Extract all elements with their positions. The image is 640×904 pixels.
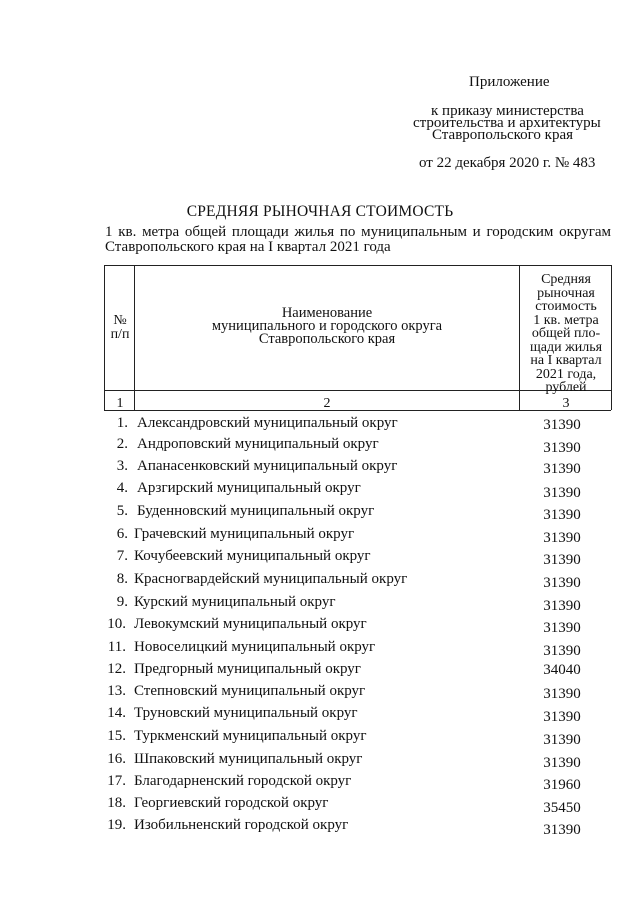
row-number: 11. — [107, 639, 126, 655]
col-price-header — [520, 273, 612, 395]
price-value: 31390 — [543, 440, 581, 456]
col-price-header-line: 1 кв. метра — [533, 312, 599, 328]
col-price-header-line: рыночная — [537, 285, 595, 301]
row-number: 3. — [116, 458, 128, 474]
column-number-1: 1 — [116, 396, 124, 411]
col-name-header-line: Наименование — [281, 305, 373, 321]
price-value: 31390 — [543, 709, 581, 725]
price-value: 31960 — [543, 777, 581, 793]
region-name: Ставропольского края — [432, 127, 573, 143]
price-value: 31390 — [543, 643, 581, 659]
district-name: Благодарненский городской округ — [134, 773, 352, 789]
district-name: Апанасенковский муниципальный округ — [137, 458, 398, 474]
row-number: 14. — [107, 705, 126, 721]
row-number: 4. — [116, 480, 128, 496]
col-number-header — [105, 314, 135, 341]
document-title: СРЕДНЯЯ РЫНОЧНАЯ СТОИМОСТЬ — [186, 203, 454, 220]
district-name: Степновский муниципальный округ — [134, 683, 366, 699]
district-name: Левокумский муниципальный округ — [134, 616, 367, 632]
price-value: 31390 — [543, 822, 581, 838]
district-name: Новоселицкий муниципальный округ — [134, 639, 376, 655]
district-name: Грачевский муниципальный округ — [134, 526, 355, 542]
district-name: Курский муниципальный округ — [134, 594, 336, 610]
price-value: 35450 — [543, 800, 581, 816]
district-name: Андроповский муниципальный округ — [137, 436, 379, 452]
column-number-3: 3 — [562, 396, 570, 411]
col-name-header-line: Ставропольского края — [258, 331, 396, 347]
price-value: 31390 — [543, 552, 581, 568]
price-value: 31390 — [543, 417, 581, 433]
row-number: 10. — [107, 616, 126, 632]
row-number: 1. — [116, 415, 128, 431]
price-value: 31390 — [543, 485, 581, 501]
ministry-name: строительства и архитектуры — [413, 115, 601, 131]
col-number-header-line: п/п — [110, 326, 130, 342]
col-number-header-line: № — [113, 313, 127, 328]
row-number: 13. — [107, 683, 126, 699]
district-name: Арзгирский муниципальный округ — [137, 480, 361, 496]
district-name: Труновский муниципальный округ — [134, 705, 358, 721]
row-number: 5. — [116, 503, 128, 519]
order-date: от 22 декабря 2020 г. № 483 — [419, 155, 596, 171]
price-value: 34040 — [543, 662, 581, 678]
col-price-header-line: стоимость — [535, 299, 597, 314]
row-number: 6. — [116, 526, 128, 542]
row-number: 16. — [107, 751, 126, 767]
col-price-header-line: общей пло- — [531, 326, 601, 341]
row-number: 2. — [116, 436, 128, 452]
col-price-header-line: Средняя — [541, 272, 591, 287]
price-value: 31390 — [543, 507, 581, 523]
col-price-header-line: на I квартал — [530, 353, 602, 368]
row-number: 17. — [107, 773, 126, 789]
col-name-header-line: муниципального и городского округа — [211, 318, 443, 334]
row-number: 18. — [107, 795, 126, 811]
row-number: 7. — [116, 548, 128, 564]
row-number: 9. — [116, 594, 128, 610]
col-price-header-line: щади жилья — [529, 339, 603, 355]
price-value: 31390 — [543, 755, 581, 771]
district-name: Александровский муниципальный округ — [137, 415, 398, 431]
col-name-header — [135, 307, 519, 346]
price-value: 31390 — [543, 620, 581, 636]
price-value: 31390 — [543, 461, 581, 477]
district-name: Изобильненский городской округ — [134, 817, 349, 833]
district-name: Георгиевский городской округ — [134, 795, 329, 811]
row-number: 15. — [107, 728, 126, 744]
col-price-header-line: рублей — [545, 380, 587, 395]
district-name: Буденновский муниципальный округ — [137, 503, 375, 519]
price-table-header — [104, 265, 611, 410]
document-subtitle — [105, 225, 611, 255]
row-number: 8. — [116, 571, 128, 587]
price-value: 31390 — [543, 530, 581, 546]
col-price-header-line: 2021 года, — [535, 366, 597, 382]
district-name: Шпаковский муниципальный округ — [134, 751, 363, 767]
price-value: 31390 — [543, 598, 581, 614]
subtitle-line-2: Ставропольского края на I квартал 2021 года — [105, 239, 391, 255]
column-number-2: 2 — [323, 396, 331, 411]
price-value: 31390 — [543, 732, 581, 748]
order-reference: к приказу министерства — [431, 103, 584, 119]
subtitle-line-1: 1 кв. метра общей площади жилья по муниципальным и городским округам — [105, 224, 611, 240]
appendix-label: Приложение — [469, 74, 550, 90]
price-value: 31390 — [543, 686, 581, 702]
district-name: Предгорный муниципальный округ — [134, 661, 361, 677]
district-name: Кочубеевский муниципальный округ — [134, 548, 371, 564]
row-number: 19. — [107, 817, 126, 833]
district-name: Красногвардейский муниципальный округ — [134, 571, 408, 587]
district-name: Туркменский муниципальный округ — [134, 728, 367, 744]
price-value: 31390 — [543, 575, 581, 591]
row-number: 12. — [107, 661, 126, 677]
